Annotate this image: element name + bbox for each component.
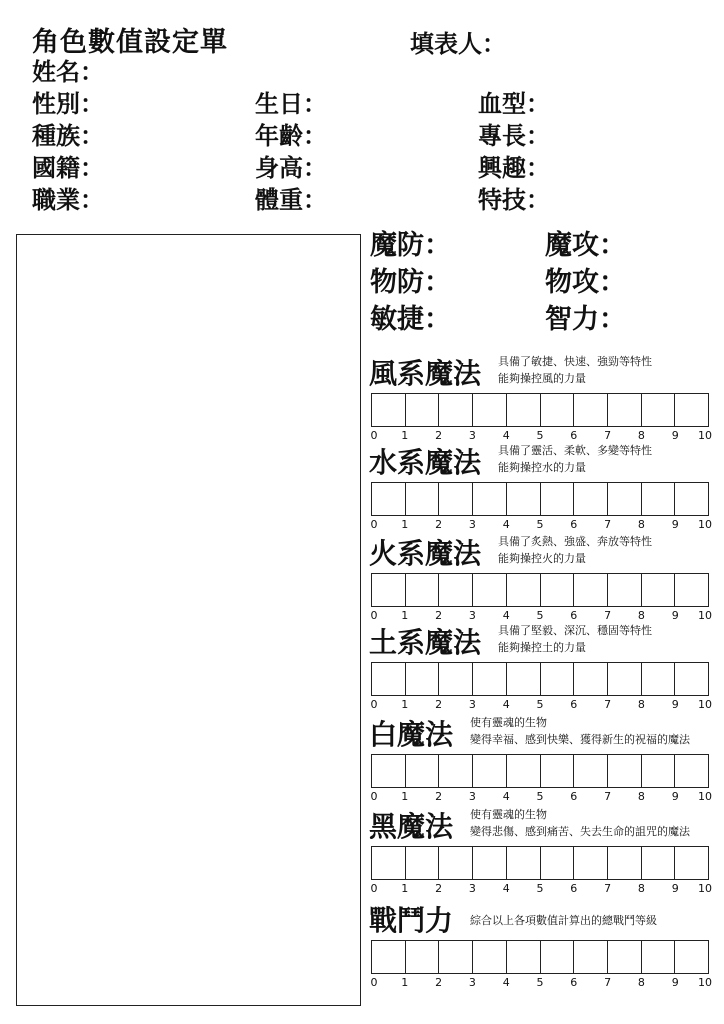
- earth-magic-title: 土系魔法: [369, 626, 482, 659]
- meter-segment[interactable]: [438, 574, 472, 606]
- meter-segment[interactable]: [540, 755, 574, 787]
- meter-segment[interactable]: [438, 941, 472, 973]
- scale-tick-label: 4: [502, 976, 510, 989]
- meter-segment[interactable]: [674, 755, 708, 787]
- wind-magic-scale: [370, 429, 712, 443]
- scale-tick-label: 9: [671, 429, 679, 442]
- meter-segment[interactable]: [372, 574, 405, 606]
- black-magic-title: 黑魔法: [369, 810, 454, 843]
- fire-magic-description-line-1: 具備了炙熱、強盛、奔放等特性: [498, 535, 652, 548]
- scale-tick-label: 7: [604, 790, 612, 803]
- meter-segment[interactable]: [438, 755, 472, 787]
- scale-tick-label: 3: [468, 518, 476, 531]
- scale-tick-label: 1: [401, 429, 409, 442]
- meter-segment[interactable]: [674, 574, 708, 606]
- black-magic-description-line-2: 變得悲傷、感到痛苦、失去生命的詛咒的魔法: [470, 825, 690, 838]
- name-field-label: 姓名：: [32, 58, 104, 86]
- meter-segment[interactable]: [641, 574, 675, 606]
- white-magic-title: 白魔法: [369, 718, 454, 751]
- occupation-field-label: 職業：: [32, 186, 104, 214]
- scale-tick-label: 2: [435, 882, 443, 895]
- specialty-field-label: 專長：: [478, 122, 550, 150]
- scale-tick-label: 5: [536, 518, 544, 531]
- scale-tick-label: 6: [570, 518, 578, 531]
- meter-segment[interactable]: [506, 574, 540, 606]
- physical-attack-label: 物攻：: [545, 267, 626, 298]
- scale-tick-label: 1: [401, 790, 409, 803]
- meter-segment[interactable]: [506, 847, 540, 879]
- white-magic-level-meter[interactable]: [371, 754, 709, 788]
- black-magic-scale: [370, 882, 712, 896]
- meter-segment[interactable]: [472, 394, 506, 426]
- earth-magic-scale: [370, 698, 712, 712]
- water-magic-level-meter[interactable]: [371, 482, 709, 516]
- meter-segment[interactable]: [472, 574, 506, 606]
- wind-magic-description-line-2: 能夠操控風的力量: [498, 372, 586, 385]
- meter-segment[interactable]: [438, 394, 472, 426]
- scale-tick-label: 2: [435, 518, 443, 531]
- scale-tick-label: 6: [570, 429, 578, 442]
- meter-segment[interactable]: [607, 483, 641, 515]
- meter-segment[interactable]: [506, 394, 540, 426]
- meter-segment[interactable]: [472, 483, 506, 515]
- scale-tick-label: 10: [698, 609, 712, 622]
- scale-tick-label: 8: [637, 976, 645, 989]
- nationality-field-label: 國籍：: [32, 154, 104, 182]
- meter-segment[interactable]: [641, 941, 675, 973]
- meter-segment[interactable]: [506, 483, 540, 515]
- scale-tick-label: 0: [370, 790, 378, 803]
- meter-segment[interactable]: [607, 847, 641, 879]
- meter-segment[interactable]: [641, 663, 675, 695]
- meter-segment[interactable]: [607, 394, 641, 426]
- meter-segment[interactable]: [405, 755, 439, 787]
- meter-segment[interactable]: [540, 663, 574, 695]
- scale-tick-label: 8: [637, 518, 645, 531]
- wind-magic-title: 風系魔法: [369, 357, 482, 390]
- scale-tick-label: 2: [435, 976, 443, 989]
- intelligence-label: 智力：: [545, 304, 626, 335]
- scale-tick-label: 5: [536, 882, 544, 895]
- meter-segment[interactable]: [438, 483, 472, 515]
- meter-segment[interactable]: [540, 574, 574, 606]
- meter-segment[interactable]: [472, 755, 506, 787]
- meter-segment[interactable]: [372, 394, 405, 426]
- scale-tick-label: 10: [698, 790, 712, 803]
- scale-tick-label: 6: [570, 698, 578, 711]
- scale-tick-label: 2: [435, 429, 443, 442]
- black-magic-description-line-1: 使有靈魂的生物: [470, 808, 547, 821]
- scale-tick-label: 1: [401, 698, 409, 711]
- meter-segment[interactable]: [372, 941, 405, 973]
- white-magic-scale: [370, 790, 712, 804]
- scale-tick-label: 8: [637, 790, 645, 803]
- meter-segment[interactable]: [405, 483, 439, 515]
- meter-segment[interactable]: [641, 755, 675, 787]
- scale-tick-label: 9: [671, 609, 679, 622]
- combat-power-title: 戰鬥力: [369, 904, 454, 937]
- scale-tick-label: 9: [671, 976, 679, 989]
- meter-segment[interactable]: [438, 663, 472, 695]
- wind-magic-level-meter[interactable]: [371, 393, 709, 427]
- meter-segment[interactable]: [641, 394, 675, 426]
- meter-segment[interactable]: [641, 847, 675, 879]
- meter-segment[interactable]: [405, 847, 439, 879]
- portrait-box: [16, 234, 361, 1006]
- scale-tick-label: 3: [468, 976, 476, 989]
- scale-tick-label: 7: [604, 698, 612, 711]
- scale-tick-label: 8: [637, 429, 645, 442]
- scale-tick-label: 0: [370, 609, 378, 622]
- physical-defense-label: 物防：: [370, 267, 451, 298]
- earth-magic-description-line-1: 具備了堅毅、深沉、穩固等特性: [498, 624, 652, 637]
- scale-tick-label: 5: [536, 698, 544, 711]
- scale-tick-label: 6: [570, 882, 578, 895]
- scale-tick-label: 6: [570, 790, 578, 803]
- fire-magic-description-line-2: 能夠操控火的力量: [498, 552, 586, 565]
- meter-segment[interactable]: [573, 755, 607, 787]
- meter-segment[interactable]: [405, 663, 439, 695]
- birthday-field-label: 生日：: [255, 90, 327, 118]
- scale-tick-label: 5: [536, 609, 544, 622]
- fire-magic-level-meter[interactable]: [371, 573, 709, 607]
- skill-field-label: 特技：: [478, 186, 550, 214]
- sheet-title: 角色數值設定單: [32, 27, 228, 58]
- scale-tick-label: 5: [536, 976, 544, 989]
- scale-tick-label: 2: [435, 609, 443, 622]
- meter-segment[interactable]: [674, 847, 708, 879]
- combat-power-level-meter[interactable]: [371, 940, 709, 974]
- fire-magic-title: 火系魔法: [369, 537, 482, 570]
- meter-segment[interactable]: [573, 394, 607, 426]
- scale-tick-label: 1: [401, 882, 409, 895]
- height-field-label: 身高：: [255, 154, 327, 182]
- scale-tick-label: 4: [502, 429, 510, 442]
- scale-tick-label: 7: [604, 609, 612, 622]
- hobby-field-label: 興趣：: [478, 154, 550, 182]
- filler-label: 填表人：: [410, 30, 506, 58]
- scale-tick-label: 10: [698, 429, 712, 442]
- meter-segment[interactable]: [573, 483, 607, 515]
- scale-tick-label: 8: [637, 698, 645, 711]
- wind-magic-description-line-1: 具備了敏捷、快速、強勁等特性: [498, 355, 652, 368]
- scale-tick-label: 3: [468, 429, 476, 442]
- age-field-label: 年齡：: [255, 122, 327, 150]
- meter-segment[interactable]: [573, 941, 607, 973]
- meter-segment[interactable]: [641, 483, 675, 515]
- water-magic-title: 水系魔法: [369, 446, 482, 479]
- scale-tick-label: 8: [637, 609, 645, 622]
- scale-tick-label: 9: [671, 882, 679, 895]
- meter-segment[interactable]: [438, 847, 472, 879]
- agility-label: 敏捷：: [370, 304, 451, 335]
- meter-segment[interactable]: [540, 941, 574, 973]
- meter-segment[interactable]: [573, 847, 607, 879]
- water-magic-description-line-1: 具備了靈活、柔軟、多變等特性: [498, 444, 652, 457]
- meter-segment[interactable]: [607, 574, 641, 606]
- meter-segment[interactable]: [405, 574, 439, 606]
- magic-attack-label: 魔攻：: [545, 230, 626, 261]
- meter-segment[interactable]: [405, 394, 439, 426]
- scale-tick-label: 10: [698, 698, 712, 711]
- meter-segment[interactable]: [573, 574, 607, 606]
- meter-segment[interactable]: [372, 847, 405, 879]
- meter-segment[interactable]: [674, 941, 708, 973]
- scale-tick-label: 7: [604, 976, 612, 989]
- scale-tick-label: 9: [671, 698, 679, 711]
- scale-tick-label: 5: [536, 429, 544, 442]
- combat-power-description-line-1: 綜合以上各項數值計算出的總戰鬥等級: [470, 914, 657, 927]
- meter-segment[interactable]: [607, 941, 641, 973]
- scale-tick-label: 9: [671, 790, 679, 803]
- blood-type-field-label: 血型：: [478, 90, 550, 118]
- meter-segment[interactable]: [472, 663, 506, 695]
- scale-tick-label: 6: [570, 609, 578, 622]
- meter-segment[interactable]: [674, 394, 708, 426]
- scale-tick-label: 1: [401, 976, 409, 989]
- meter-segment[interactable]: [405, 941, 439, 973]
- scale-tick-label: 2: [435, 790, 443, 803]
- gender-field-label: 性別：: [32, 90, 104, 118]
- scale-tick-label: 10: [698, 518, 712, 531]
- meter-segment[interactable]: [607, 663, 641, 695]
- meter-segment[interactable]: [472, 941, 506, 973]
- scale-tick-label: 0: [370, 518, 378, 531]
- scale-tick-label: 8: [637, 882, 645, 895]
- magic-defense-label: 魔防：: [370, 230, 451, 261]
- white-magic-description-line-2: 變得幸福、感到快樂、獲得新生的祝福的魔法: [470, 733, 690, 746]
- scale-tick-label: 7: [604, 429, 612, 442]
- scale-tick-label: 0: [370, 882, 378, 895]
- scale-tick-label: 4: [502, 609, 510, 622]
- weight-field-label: 體重：: [255, 186, 327, 214]
- combat-power-scale: [370, 976, 712, 990]
- meter-segment[interactable]: [607, 755, 641, 787]
- scale-tick-label: 1: [401, 609, 409, 622]
- meter-segment[interactable]: [674, 483, 708, 515]
- scale-tick-label: 6: [570, 976, 578, 989]
- white-magic-description-line-1: 使有靈魂的生物: [470, 716, 547, 729]
- scale-tick-label: 3: [468, 698, 476, 711]
- scale-tick-label: 9: [671, 518, 679, 531]
- race-field-label: 種族：: [32, 122, 104, 150]
- scale-tick-label: 3: [468, 609, 476, 622]
- fire-magic-scale: [370, 609, 712, 623]
- scale-tick-label: 10: [698, 976, 712, 989]
- scale-tick-label: 0: [370, 976, 378, 989]
- meter-segment[interactable]: [506, 755, 540, 787]
- meter-segment[interactable]: [540, 483, 574, 515]
- water-magic-description-line-2: 能夠操控水的力量: [498, 461, 586, 474]
- scale-tick-label: 4: [502, 698, 510, 711]
- meter-segment[interactable]: [506, 941, 540, 973]
- black-magic-level-meter[interactable]: [371, 846, 709, 880]
- meter-segment[interactable]: [540, 394, 574, 426]
- scale-tick-label: 1: [401, 518, 409, 531]
- meter-segment[interactable]: [472, 847, 506, 879]
- scale-tick-label: 7: [604, 882, 612, 895]
- scale-tick-label: 4: [502, 882, 510, 895]
- meter-segment[interactable]: [674, 663, 708, 695]
- scale-tick-label: 0: [370, 429, 378, 442]
- meter-segment[interactable]: [506, 663, 540, 695]
- meter-segment[interactable]: [573, 663, 607, 695]
- meter-segment[interactable]: [372, 483, 405, 515]
- scale-tick-label: 5: [536, 790, 544, 803]
- scale-tick-label: 0: [370, 698, 378, 711]
- meter-segment[interactable]: [372, 755, 405, 787]
- scale-tick-label: 10: [698, 882, 712, 895]
- scale-tick-label: 4: [502, 790, 510, 803]
- scale-tick-label: 3: [468, 882, 476, 895]
- scale-tick-label: 4: [502, 518, 510, 531]
- water-magic-scale: [370, 518, 712, 532]
- scale-tick-label: 7: [604, 518, 612, 531]
- earth-magic-level-meter[interactable]: [371, 662, 709, 696]
- earth-magic-description-line-2: 能夠操控土的力量: [498, 641, 586, 654]
- scale-tick-label: 3: [468, 790, 476, 803]
- meter-segment[interactable]: [540, 847, 574, 879]
- meter-segment[interactable]: [372, 663, 405, 695]
- scale-tick-label: 2: [435, 698, 443, 711]
